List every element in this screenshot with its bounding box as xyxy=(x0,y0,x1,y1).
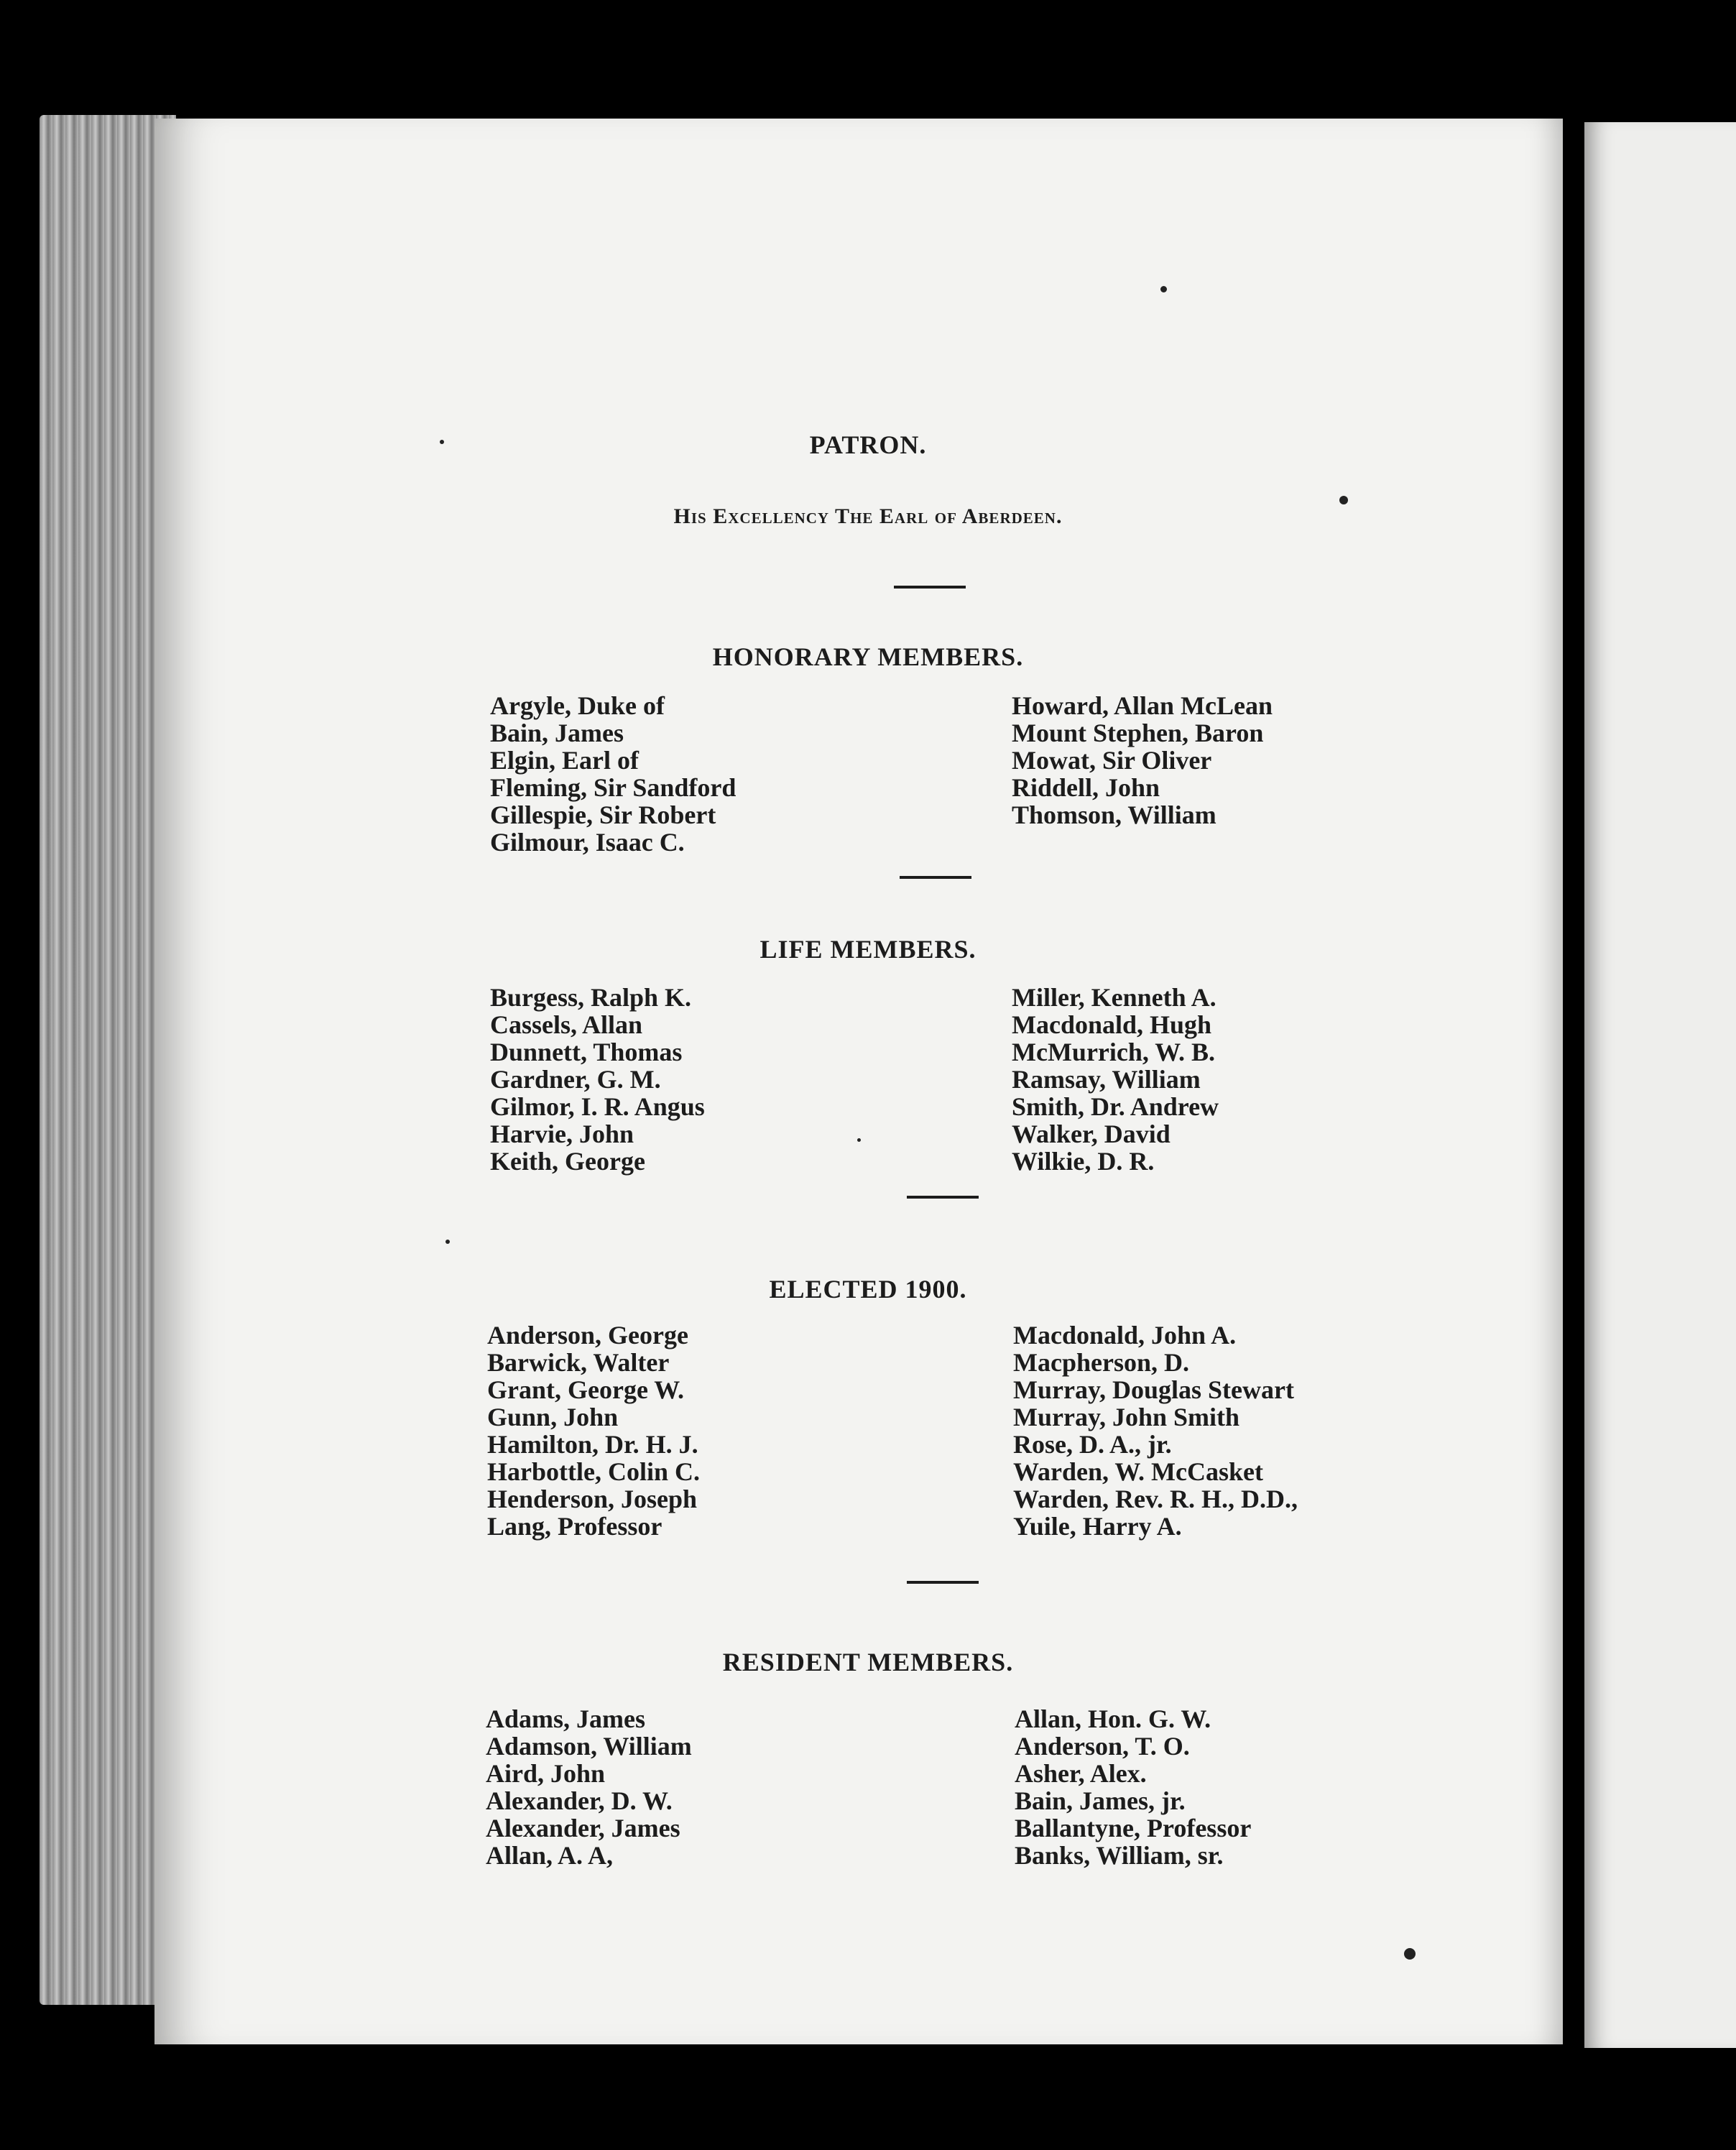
life-members-left-column xyxy=(490,984,705,1175)
elected-1900-heading: ELECTED 1900. xyxy=(769,1275,967,1304)
member-name: Wilkie, D. R. xyxy=(1012,1147,1155,1176)
scan-speck xyxy=(1160,286,1167,292)
member-name: Mount Stephen, Baron xyxy=(1012,719,1264,747)
patron-name: His Excellency The Earl of Aberdeen. xyxy=(673,504,1063,528)
elected-members-left-column xyxy=(487,1321,700,1540)
member-name: Macpherson, D. xyxy=(1013,1348,1189,1377)
member-name: Warden, W. McCasket xyxy=(1013,1457,1264,1486)
resident-members-right-column xyxy=(1015,1705,1251,1869)
member-name: Bain, James, jr. xyxy=(1015,1786,1186,1815)
member-name: Ballantyne, Professor xyxy=(1015,1814,1252,1842)
member-name: Riddell, John xyxy=(1012,773,1160,802)
member-name: Argyle, Duke of xyxy=(490,691,665,720)
member-name: Macdonald, Hugh xyxy=(1012,1010,1212,1039)
scan-speck xyxy=(1339,496,1348,504)
section-divider xyxy=(907,1581,979,1584)
member-name: Gilmor, I. R. Angus xyxy=(490,1092,705,1121)
member-name: Aird, John xyxy=(486,1759,606,1788)
member-name: Allan, A. A, xyxy=(486,1841,614,1870)
member-name: Fleming, Sir Sandford xyxy=(490,773,737,802)
member-name: Smith, Dr. Andrew xyxy=(1012,1092,1219,1121)
section-divider xyxy=(900,876,971,879)
member-name: Adams, James xyxy=(486,1704,645,1733)
member-name: Howard, Allan McLean xyxy=(1012,691,1273,720)
member-name: Ramsay, William xyxy=(1012,1065,1201,1094)
member-name: Lang, Professor xyxy=(487,1512,662,1541)
member-name: Warden, Rev. R. H., D.D., xyxy=(1013,1485,1298,1513)
member-name: Miller, Kenneth A. xyxy=(1012,983,1216,1012)
member-name: McMurrich, W. B. xyxy=(1012,1038,1215,1066)
resident-members-left-column xyxy=(486,1705,692,1869)
scan-speck xyxy=(1404,1948,1416,1960)
honorary-members-heading: HONORARY MEMBERS. xyxy=(712,642,1024,671)
member-name: Allan, Hon. G. W. xyxy=(1015,1704,1211,1733)
member-name: Murray, Douglas Stewart xyxy=(1013,1375,1294,1404)
resident-members-heading: RESIDENT MEMBERS. xyxy=(722,1648,1014,1676)
member-name: Alexander, James xyxy=(486,1814,680,1842)
book-page xyxy=(154,119,1563,2044)
member-name: Walker, David xyxy=(1012,1120,1171,1148)
member-name: Adamson, William xyxy=(486,1732,692,1761)
elected-members-right-column xyxy=(1013,1321,1298,1540)
member-name: Gunn, John xyxy=(487,1403,619,1431)
member-name: Barwick, Walter xyxy=(487,1348,670,1377)
facing-page-edge xyxy=(1584,122,1736,2048)
member-name: Gillespie, Sir Robert xyxy=(490,801,716,829)
member-name: Burgess, Ralph K. xyxy=(490,983,692,1012)
member-name: Murray, John Smith xyxy=(1013,1403,1240,1431)
member-name: Keith, George xyxy=(490,1147,645,1176)
member-name: Grant, George W. xyxy=(487,1375,684,1404)
patron-heading: PATRON. xyxy=(809,430,927,459)
member-name: Macdonald, John A. xyxy=(1013,1321,1237,1349)
member-name: Alexander, D. W. xyxy=(486,1786,673,1815)
member-name: Harbottle, Colin C. xyxy=(487,1457,700,1486)
member-name: Thomson, William xyxy=(1012,801,1216,829)
member-name: Dunnett, Thomas xyxy=(490,1038,683,1066)
member-name: Gilmour, Isaac C. xyxy=(490,828,685,857)
member-name: Rose, D. A., jr. xyxy=(1013,1430,1172,1459)
member-name: Yuile, Harry A. xyxy=(1013,1512,1182,1541)
life-members-heading: LIFE MEMBERS. xyxy=(760,935,976,964)
life-members-right-column xyxy=(1012,984,1219,1175)
scan-speck xyxy=(857,1138,861,1142)
member-name: Gardner, G. M. xyxy=(490,1065,661,1094)
member-name: Anderson, George xyxy=(487,1321,688,1349)
member-name: Mowat, Sir Oliver xyxy=(1012,746,1212,775)
member-name: Anderson, T. O. xyxy=(1015,1732,1190,1761)
member-name: Elgin, Earl of xyxy=(490,746,640,775)
section-divider xyxy=(894,586,966,589)
member-name: Banks, William, sr. xyxy=(1015,1841,1224,1870)
member-name: Hamilton, Dr. H. J. xyxy=(487,1430,698,1459)
member-name: Harvie, John xyxy=(490,1120,634,1148)
honorary-members-right-column xyxy=(1012,692,1273,829)
section-divider xyxy=(907,1196,979,1199)
honorary-members-left-column xyxy=(490,692,736,856)
scan-speck xyxy=(445,1240,450,1244)
member-name: Henderson, Joseph xyxy=(487,1485,698,1513)
member-name: Asher, Alex. xyxy=(1015,1759,1147,1788)
member-name: Cassels, Allan xyxy=(490,1010,643,1039)
member-name: Bain, James xyxy=(490,719,624,747)
